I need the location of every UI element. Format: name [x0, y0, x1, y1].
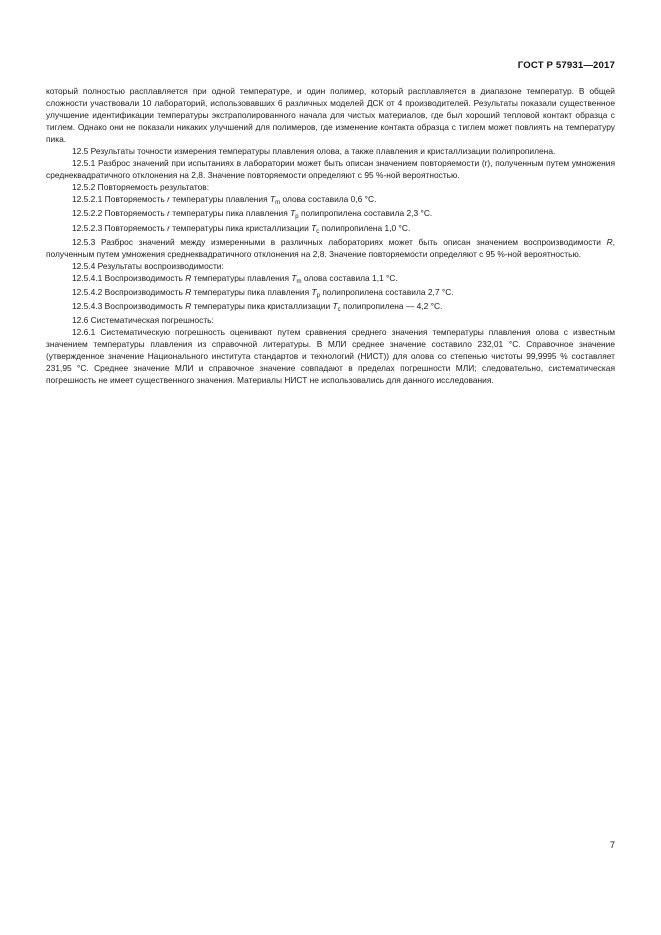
- clause-12-5-4-3: [46, 300, 615, 314]
- symbol-repeatability-r: r: [167, 208, 170, 219]
- symbol-temperature-T: T: [290, 208, 296, 219]
- symbol-subscript-p: p: [295, 214, 299, 221]
- clause-12-5-2-3-mid: температуры пика кристаллизации: [169, 222, 312, 233]
- symbol-subscript-c: c: [337, 306, 341, 313]
- symbol-temperature-T: T: [311, 222, 317, 233]
- clause-12-5-2-text: 12.5.2 Повторяемость результатов:: [72, 182, 210, 193]
- clause-12-5-2-2-tail: полипропилена составила 2,3 °С.: [298, 208, 433, 219]
- clause-12-5-4-3-lead: 12.5.4.3 Воспроизводимость: [72, 300, 186, 311]
- clause-12-5-4-3-mid: температуры пика кристаллизации: [191, 300, 333, 311]
- clause-12-5-2-3-tail: полипропилена 1,0 °С.: [319, 222, 411, 233]
- clause-12-5-4-2-lead: 12.5.4.2 Воспроизводимость: [72, 286, 186, 297]
- clause-12-6: [46, 314, 615, 326]
- clause-12-6-text: 12.6 Систематическая погрешность:: [72, 314, 214, 325]
- clause-12-5-2-3: [46, 222, 615, 236]
- clause-12-5-1-text: 12.5.1 Разброс значений при испытаниях в лаборатории может быть описан значением повторяемости (r), полученным путем умножения среднеквадратичного отклонения на 2,8. Значение повторяемости определяют с 95 %-ной вероятностью.: [46, 158, 615, 181]
- clause-12-5-2-1-lead: 12.5.2.1 Повторяемость: [72, 194, 168, 205]
- clause-12-5-2-1-mid: температуры плавления: [169, 194, 270, 205]
- symbol-subscript-p: p: [316, 292, 320, 299]
- symbol-temperature-T: T: [291, 272, 297, 283]
- symbol-temperature-T: T: [332, 300, 338, 311]
- clause-12-6-1: [46, 326, 615, 386]
- clause-12-5-4: [46, 260, 615, 272]
- clause-12-5: [46, 145, 615, 157]
- symbol-temperature-T: T: [311, 286, 317, 297]
- clause-12-5-text: 12.5 Результаты точности измерения температуры плавления олова, а также плавления и кристаллизации полипропилена.: [72, 146, 556, 157]
- clause-12-5-2-2-lead: 12.5.2.2 Повторяемость: [72, 208, 168, 219]
- clause-12-5-4-2-tail: полипропилена составила 2,7 °С.: [320, 286, 454, 297]
- clause-12-6-1-text: 12.6.1 Систематическую погрешность оценивают путем сравнения среднего значения температуры плавления олова с известным значением температуры плавления из справочной литературы. В МЛИ среднее значение составило 232,01 °С. Справочное значение (утвержденное значение Национального института стандартов и технологий (НИСТ)) для олова со степенью чистоты 99,9995 % составляет 231,95 °С. Среднее значение МЛИ и справочное значение совпадают в пределах погрешности МЛИ; следовательно, систематическая погрешность не имеет существенного значения. Материалы НИСТ не использовались для данного исследования.: [46, 326, 615, 386]
- paragraph-intro: [46, 85, 615, 145]
- clause-12-5-2-2-mid: температуры пика плавления: [169, 208, 291, 219]
- symbol-repeatability-r: r: [167, 222, 170, 233]
- clause-12-5-3: [46, 236, 615, 260]
- clause-12-5-2-3-lead: 12.5.2.3 Повторяемость: [72, 222, 168, 233]
- running-head: ГОСТ Р 57931—2017: [517, 60, 615, 71]
- symbol-subscript-c: c: [316, 228, 320, 235]
- symbol-subscript-m: m: [275, 200, 281, 207]
- clause-12-5-4-1-lead: 12.5.4.1 Воспроизводимость: [72, 272, 186, 283]
- symbol-subscript-m: m: [296, 278, 302, 285]
- clause-12-5-4-1: [46, 272, 615, 286]
- paragraph-intro-text: который полностью расплавляется при одной температуре, и один полимер, который расплавляется в диапазоне температур. В общей сложности участвовали 10 лабораторий, использовавших 6 различных моделей ДСК от 4 производителей. Результаты показали существенное улучшение идентификации температуры экстраполированного начала для чистых материалов, где был хороший тепловой контакт образца с тиглем. Однако они не показали никаких улучшений для полимеров, где изменение контакта образца с тиглем может повлиять на температуру пика.: [46, 86, 615, 145]
- clause-12-5-4-2: [46, 286, 615, 300]
- symbol-reproducibility-R: R: [185, 272, 192, 283]
- symbol-repeatability-r: r: [167, 194, 170, 205]
- clause-12-5-4-2-mid: температуры пика плавления: [191, 286, 312, 297]
- page-number: 7: [609, 840, 615, 850]
- clause-12-5-4-1-mid: температуры плавления: [191, 272, 292, 283]
- symbol-reproducibility-R: R: [606, 236, 613, 247]
- clause-12-5-2: [46, 181, 615, 193]
- symbol-reproducibility-R: R: [185, 286, 192, 297]
- clause-12-5-4-text: 12.5.4 Результаты воспроизводимости:: [72, 260, 224, 271]
- clause-12-5-4-3-tail: полипропилена — 4,2 °С.: [340, 300, 443, 311]
- clause-12-5-2-1: [46, 193, 615, 207]
- clause-12-5-2-2: [46, 207, 615, 221]
- clause-12-5-1: [46, 157, 615, 181]
- clause-12-5-2-1-tail: олова составила 0,6 °С.: [280, 194, 377, 205]
- clause-12-5-3-tail: , полученным путем умножения среднеквадратичного отклонения на 2,8. Значение повторяемости определяют с 95 %-ной вероятностью.: [46, 236, 615, 259]
- symbol-temperature-T: T: [270, 194, 276, 205]
- clause-12-5-3-lead: 12.5.3 Разброс значений между измеренными в различных лабораториях может быть описан значением воспроизводимости: [72, 236, 607, 247]
- clause-12-5-4-1-tail: олова составила 1,1 °С.: [301, 272, 398, 283]
- symbol-reproducibility-R: R: [185, 300, 192, 311]
- body-text-block: [46, 85, 615, 386]
